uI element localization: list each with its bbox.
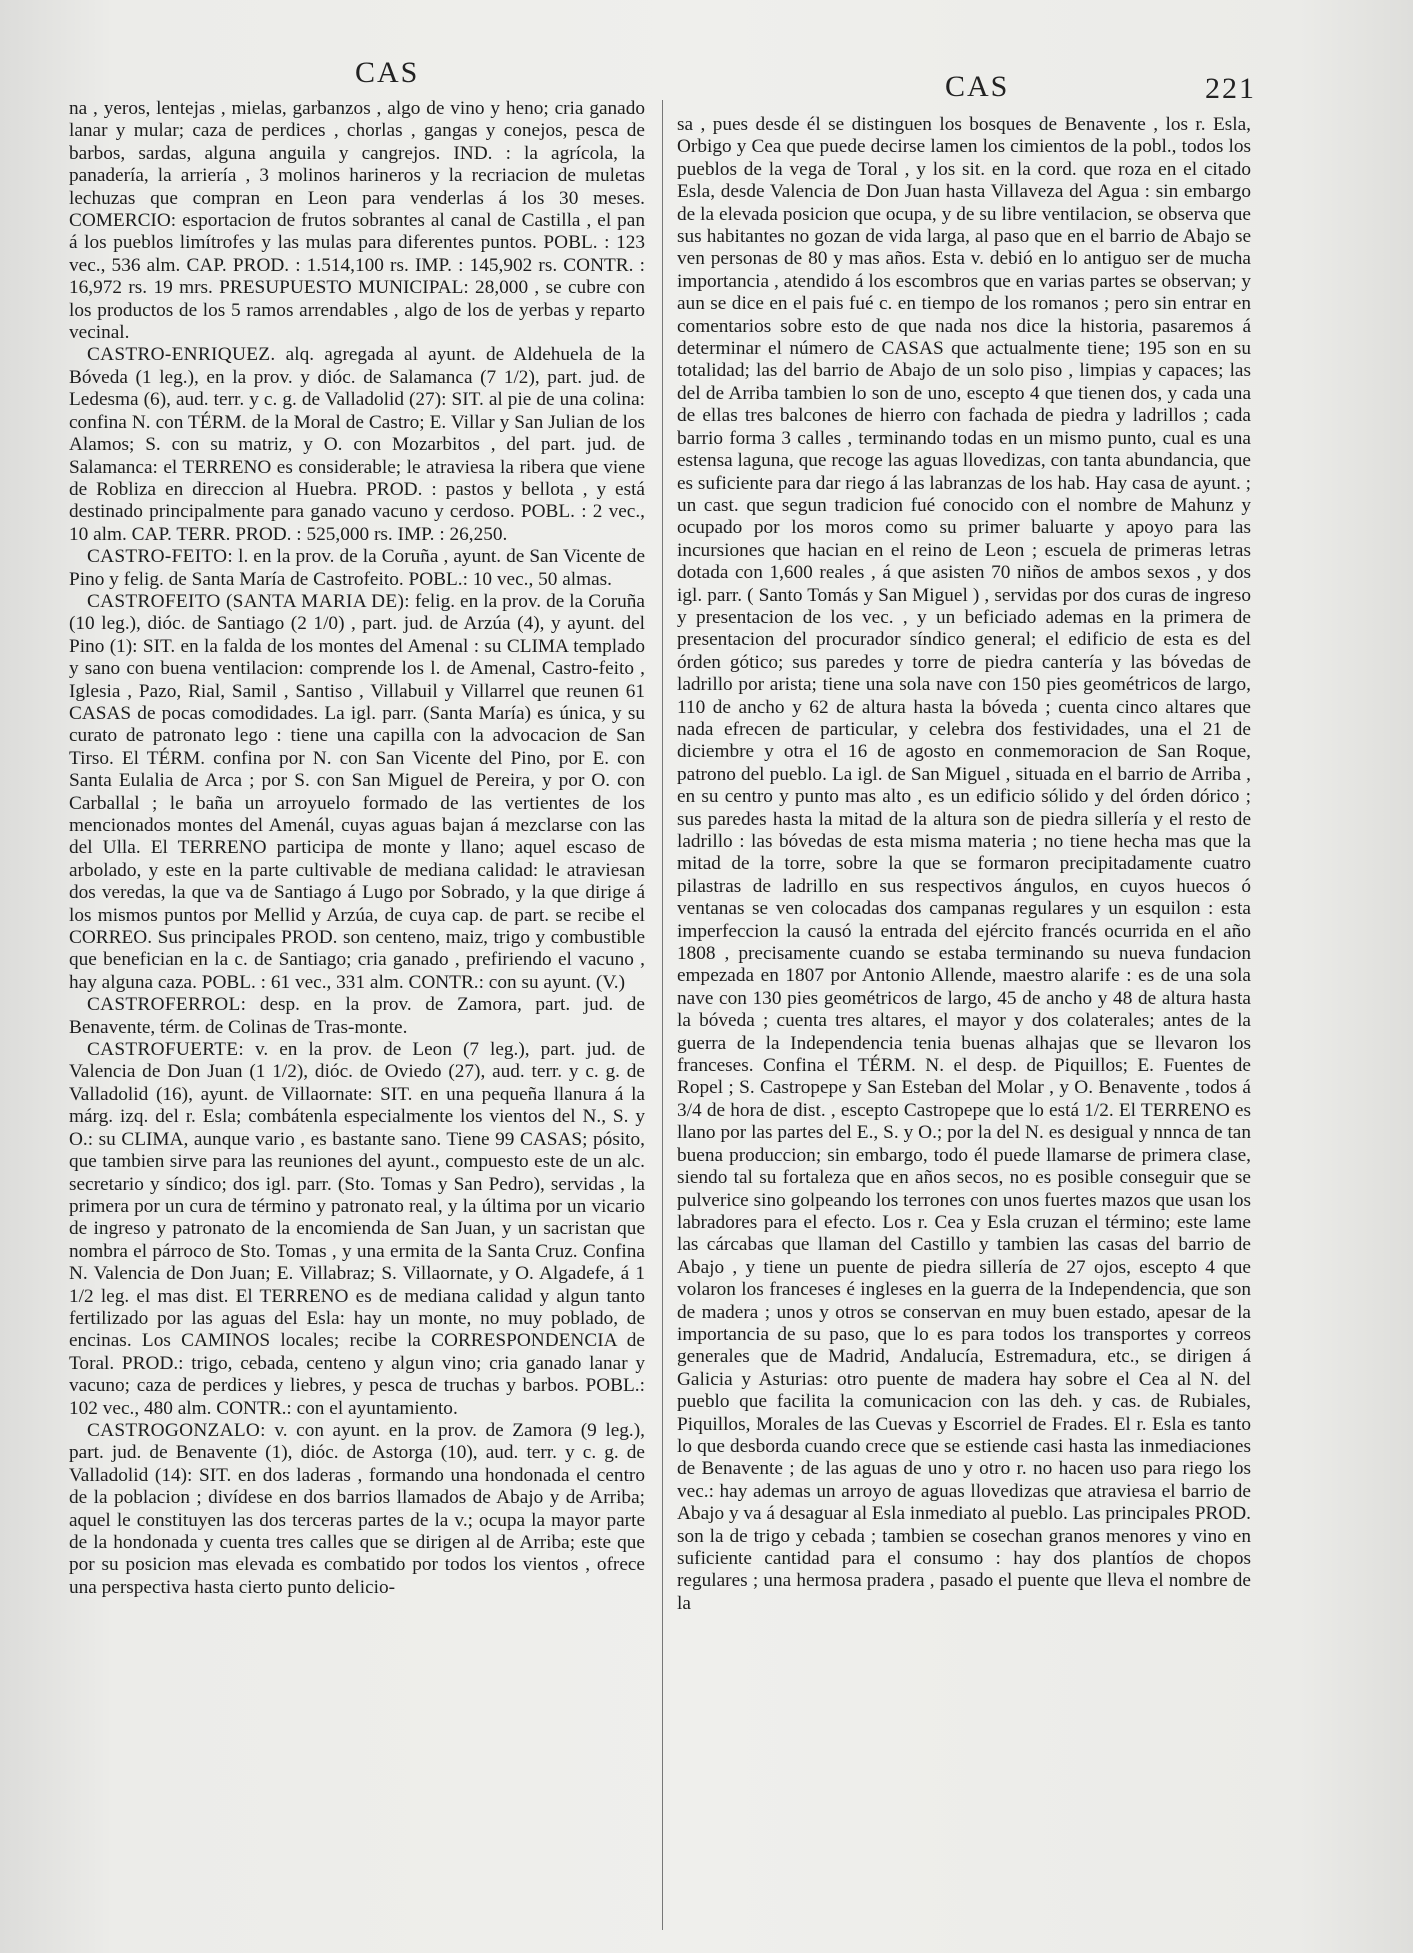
- entry-headword: CASTROFUERTE:: [87, 1039, 245, 1061]
- entry-castrogonzalo: [69, 1420, 645, 1599]
- entry-castrofuerte: [69, 1039, 645, 1420]
- entry-headword: CASTRO-FEITO:: [87, 546, 234, 568]
- entry-headword: CASTROFERROL:: [87, 994, 247, 1016]
- entry-text: v. en la prov. de Leon (7 leg.), part. jud. de Valencia de Don Juan (1 1/2), dióc. de Oviedo (27), aud. terr. y c. g. de Valladolid (16), ayunt. de Villaornate: SIT. en una pequeña llanura á la márg. izq. del r. Esla; combátenla especialmente los vientos del N., S. y O.: su CLIMA, aunque vario , es bastante sano. Tiene 99 CASAS; pósito, que tambien sirve para las reuniones del ayunt., compuesto este de un alc. secretario y síndico; dos igl. parr. (Sto. Tomas y San Pedro), servidas , la primera por un cura de término y patronato real, y la última por un vicario de ingreso y patronato de la encomienda de San Juan, y un sacristan que nombra el párroco de Sto. Tomas , y una ermita de la Santa Cruz. Confina N. Valencia de Don Juan; E. Villabraz; S. Villaornate, y O. Algadefe, á 1 1/2 leg. el mas dist. El TERRENO es de mediana calidad y algun tanto fertilizado por las aguas del Esla: hay un monte, no muy poblado, de encinas. Los CAMINOS locales; recibe la CORRESPONDENCIA de Toral. PROD.: trigo, cebada, centeno y algun vino; cria ganado lanar y vacuno; caza de perdices y liebres, y pesca de truchas y barbos. POBL.: 102 vec., 480 alm. CONTR.: con el ayuntamiento.: [69, 1039, 645, 1419]
- entry-castrofeito: [69, 591, 645, 994]
- entry-castro-feito: [69, 546, 645, 591]
- right-column: [677, 114, 1251, 1615]
- entry-headword: CASTROFEITO (SANTA MARIA DE):: [87, 590, 410, 612]
- entry-castro-enriquez: [69, 344, 645, 546]
- page-number: 221: [1205, 72, 1256, 105]
- entry-text: alq. agregada al ayunt. de Aldehuela de la Bóveda (1 leg.), en la prov. y dióc. de Salamanca (7 1/2), part. jud. de Ledesma (6), aud. terr. y c. g. de Valladolid (27): SIT. al pie de una colina: confina N. con TÉRM. de la Moral de Castro; E. Villar y San Julian de los Alamos; S. con su matriz, y O. con Mozarbitos , del part. jud. de Salamanca: el TERRENO es considerable; le atraviesa la ribera que viene de Robliza en direccion al Huebra. PROD. : pastos y bellota , y está destinado principalmente para ganado vacuno y cerdoso. POBL. : 2 vec., 10 alm. CAP. TERR. PROD. : 525,000 rs. IMP. : 26,250.: [69, 344, 645, 545]
- left-column: [69, 98, 645, 1599]
- entry-castrogonzalo-continued: [677, 114, 1251, 1615]
- entry-continuation: [69, 98, 645, 344]
- entry-text: desp. en la prov. de Zamora, part. jud. de Benavente, térm. de Colinas de Tras-monte.: [69, 994, 645, 1038]
- entry-headword: CASTRO-ENRIQUEZ.: [87, 344, 276, 366]
- running-head-right: CAS: [945, 70, 1010, 103]
- column-rule: [662, 100, 663, 1930]
- entry-text: l. en la prov. de la Coruña , ayunt. de San Vicente de Pino y felig. de Santa María de Castrofeito. POBL.: 10 vec., 50 almas.: [69, 546, 645, 590]
- entry-text: v. con ayunt. en la prov. de Zamora (9 leg.), part. jud. de Benavente (1), dióc. de Astorga (10), aud. terr. y c. g. de Valladolid (14): SIT. en dos laderas , formando una hondonada el centro de la poblacion ; divídese en dos barrios llamados de Abajo y de Arriba; aquel le constituyen las dos terceras partes de la v.; ocupa la mayor parte de la hondonada y cuenta tres calles que se dirigen al de Arriba; este que por su posicion mas elevada es combatido por todos los vientos , ofrece una perspectiva hasta cierto punto delicio-: [69, 1419, 645, 1598]
- running-head-left: CAS: [355, 56, 420, 89]
- entry-text: felig. en la prov. de la Coruña (10 leg.), dióc. de Santiago (2 1/0) , part. jud. de Arzúa (4), y ayunt. del Pino (1): SIT. en la falda de los montes del Amenal : su CLIMA templado y sano con buena ventilacion: comprende los l. de Amenal, Castro-feito , Iglesia , Pazo, Rial, Samil , Santiso , Villabuil y Villarrel que reunen 61 CASAS de pocas comodidades. La igl. parr. (Santa María) es única, y su curato de patronato lego : tiene una capilla con la advocacion de San Tirso. El TÉRM. confina por N. con San Vicente del Pino, por E. con Santa Eulalia de Arca ; por S. con San Miguel de Pereira, y por O. con Carballal ; le baña un arroyuelo formado de las vertientes de los mencionados montes del Amenál, cuyas aguas bajan á mezclarse con las del Ulla. El TERRENO participa de monte y llano; aquel escaso de arbolado, y este en la parte cultivable de mediana calidad: le atraviesan dos veredas, la que va de Santiago á Lugo por Sobrado, y la que dirige á los mismos puntos por Mellid y Arzúa, de cuya cap. de part. se recibe el CORREO. Sus principales PROD. son centeno, maiz, trigo y combustible que benefician en la c. de Santiago; cria ganado , prefiriendo el vacuno , hay alguna caza. POBL. : 61 vec., 331 alm. CONTR.: con su ayunt. (V.): [69, 590, 645, 993]
- entry-castroferrol: [69, 994, 645, 1039]
- entry-text: sa , pues desde él se distinguen los bosques de Benavente , los r. Esla, Orbigo y Cea que puede decirse lamen los cimientos de la pobl., todos los pueblos de la vega de Toral , y los sit. en la cord. que roza en el citado Esla, desde Valencia de Don Juan hasta Villaveza del Agua : sin embargo de la elevada posicion que ocupa, y de su libre ventilacion, se observa que sus habitantes no gozan de vida larga, al paso que en el barrio de Abajo se ven personas de 80 y mas años. Esta v. debió en lo antiguo ser de mucha importancia , atendido á los escombros que en varias partes se observan; y aun se dice en el pais fué c. en tiempo de los romanos ; pero sin entrar en comentarios sobre esto de que nada nos dice la historia, pasaremos á determinar el número de CASAS que actualmente tiene; 195 son en su totalidad; las del barrio de Abajo de un solo piso , limpias y capaces; las del de Arriba tambien lo son de uno, escepto 4 que tienen dos, y cada una de ellas tres balcones de hierro con fachada de piedra y ladrillos ; cada barrio forma 3 calles , terminando todas en un mismo punto, cual es una estensa laguna, que recoge las aguas llovedizas, con tanta abundancia, que es suficiente para dar riego á las labranzas de los hab. Hay casa de ayunt. ; un cast. que segun tradicion fué conocido con el nombre de Mahunz y ocupado por los moros como su primer baluarte y apoyo para las incursiones que hacian en el reino de Leon ; escuela de primeras letras dotada con 1,600 reales , á que asisten 70 niños de ambos sexos , y dos igl. parr. ( Santo Tomás y San Miguel ) , servidas por dos curas de ingreso y presentacion de los vec. , y un beficiado ademas en la primera de presentacion del procurador síndico general; el edificio de esta es del órden gótico; sus paredes y torre de piedra cantería y las bóvedas de ladrillo por arista; tiene una sola nave con 150 pies geométricos de largo, 110 de ancho y 62 de altura hasta la bóveda ; cuenta cinco altares que nada efrecen de particular, y celebra dos festividades, una el 21 de diciembre y otra el 16 de agosto en conmemoracion de San Roque, patrono del pueblo. La igl. de San Miguel , situada en el barrio de Arriba , en su centro y punto mas alto , es un edificio sólido y del órden dórico ; sus paredes hasta la mitad de la altura son de piedra sillería y el resto de ladrillo : las bóvedas de esta misma materia ; no tiene hecha mas que la mitad de la torre, sobre la que se formaron precipitadamente cuatro pilastras de ladrillo en sus respectivos ángulos, en cuyos huecos ó ventanas se ven colocadas dos campanas regulares y un esquilon : esta imperfeccion la causó la entrada del ejército francés ocurrida en el año 1808 , precisamente cuando se estaba terminando su nueva fundacion empezada en 1807 por Antonio Allende, maestro alarife : es de una sola nave con 130 pies geométricos de largo, 45 de ancho y 48 de altura hasta la bóveda ; cuenta tres altares, el mayor y dos colaterales; antes de la guerra de la Independencia tenia buenas alhajas que se llevaron los franceses. Confina el TÉRM. N. el desp. de Piquillos; E. Fuentes de Ropel ; S. Castropepe y San Esteban del Molar , y O. Benavente , todos á 3/4 de hora de dist. , escepto Castropepe que lo está 1/2. El TERRENO es llano por las partes del E., S. y O.; por la del N. es desigual y nnnca de tan buena produccion; sin embargo, todo él puede llamarse de primera clase, siendo tal su fortaleza que en años secos, no es posible conseguir que se pulverice sino golpeando los terrones con unos fuertes mazos que usan los labradores para el efecto. Los r. Cea y Esla cruzan el término; este lame las cárcabas que llaman del Castillo y tambien las casas del barrio de Abajo , y tiene un puente de piedra sillería de 27 ojos, escepto 4 que volaron los franceses é ingleses en la guerra de la Independencia, que son de madera ; unos y otros se conservan en muy buen estado, apesar de la importancia de su paso, que lo es para todos los transportes y correos generales que de Madrid, Andalucía, Estremadura, etc., se dirigen á Galicia y Asturias: otro puente de madera hay sobre el Cea al N. del pueblo que facilita la comunicacion con las deh. y cas. de Rubiales, Piquillos, Morales de las Cuevas y Escorriel de Frades. El r. Esla es tanto lo que desborda cuando crece que se estiende casi hasta las inmediaciones de Benavente ; de las aguas de uno y otro r. no hacen uso para riego los vec.: hay ademas un arroyo de aguas llovedizas que atraviesa el barrio de Abajo y va á desaguar al Esla inmediato al pueblo. Las principales PROD. son la de trigo y cebada ; tambien se cosechan granos menores y vino en suficiente cantidad para el consumo : hay dos plantíos de chopos regulares ; una hermosa pradera , pasado el puente que lleva el nombre de la: [677, 114, 1251, 1614]
- entry-headword: CASTROGONZALO:: [87, 1419, 266, 1441]
- entry-text: na , yeros, lentejas , mielas, garbanzos , algo de vino y heno; cria ganado lanar y mular; caza de perdices , chorlas , gangas y conejos, pesca de barbos, sardas, alguna anguila y cangrejos. IND. : la agrícola, la panadería, la arriería , 3 molinos harineros y la recriacion de muletas lechuzas que compran en Leon para venderlas á los 30 meses. COMERCIO: esportacion de frutos sobrantes al canal de Castilla , el pan á los pueblos limítrofes y las mulas para diferentes puntos. POBL. : 123 vec., 536 alm. CAP. PROD. : 1.514,100 rs. IMP. : 145,902 rs. CONTR. : 16,972 rs. 19 mrs. PRESUPUESTO MUNICIPAL: 28,000 , se cubre con los productos de los 5 ramos arrendables , algo de los de yerbas y reparto vecinal.: [69, 98, 645, 344]
